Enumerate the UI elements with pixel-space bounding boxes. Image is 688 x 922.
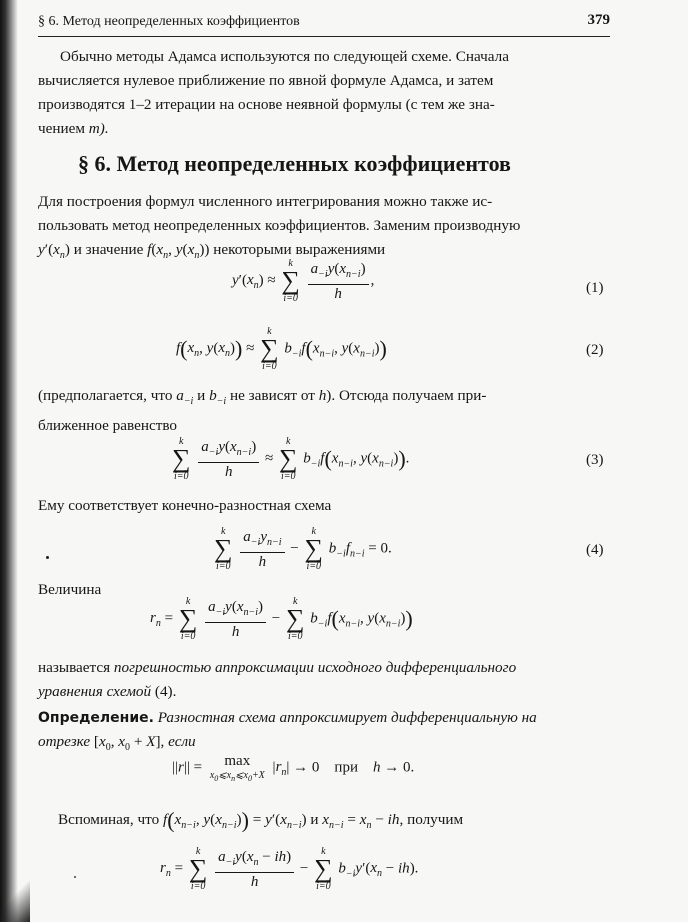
intro-paragraph xyxy=(38,45,610,141)
equation-2: $f(x_n$, $y(x_n)$) ≈ k ∑ i=0 $b_{-i}f(x_{n-i}$, $y(x_{n-i})$) xyxy=(176,326,387,372)
page-binding-shadow xyxy=(0,0,18,922)
paragraph-6: Вспоминая, что $f(x_{n-i}$, $y(x_{n-i})) = y'(x_{n-i})$ и $x_{n-i} = x_n$ − ih, получим xyxy=(58,807,464,833)
definition-line-1: Определение. Разностная схема аппроксимирует дифференциальную на xyxy=(38,709,537,726)
equation-final: $r_n$ = k ∑ i=0 $\frac{a_{-i}y(x_n - ih)}{h}$ − k ∑ i=0 $b_{-i}y'(x_n - ih)$. xyxy=(160,846,419,892)
equation-2-number: (2) xyxy=(586,342,604,358)
page-number: 379 xyxy=(587,12,610,28)
equation-residual: $r_n$ = k ∑ i=0 $\frac{a_{-i}y(x_{n-i})}{h}$ − k ∑ i=0 $b_{-i}f(x_{n-i}$, $y(x_{n-i})$) xyxy=(150,596,413,642)
para2-line-1: (предполагается, что $a_{-i}$ и $b_{-i}$ не зависят от h). Отсюда получаем при- xyxy=(38,387,487,408)
intro-line-2: вычисляется нулевое приближение по явной формуле Адамса, и затем xyxy=(38,72,494,89)
definition-label: Определение. xyxy=(38,710,154,726)
intro-line-4: чением m). xyxy=(38,120,109,137)
paragraph-3: Ему соответствует конечно-разностная схема xyxy=(38,497,332,514)
para1-line-2: пользовать метод неопределенных коэффициентов. Заменим производную xyxy=(38,217,521,234)
intro-line-3: производятся 1–2 итерации на основе неявной формулы (с тем же зна- xyxy=(38,96,495,113)
running-header-title: § 6. Метод неопределенных коэффициентов xyxy=(38,14,300,29)
para5-line-2: уравнения схемой (4). xyxy=(38,683,177,700)
paragraph-4: Величина xyxy=(38,581,102,598)
para2-line-2: ближенное равенство xyxy=(38,417,177,435)
intro-line-1: Обычно методы Адамса используются по следующей схеме. Сначала xyxy=(60,48,509,65)
paragraph-2 xyxy=(38,384,610,438)
para5-line-1: называется погрешностью аппроксимации исходного дифференциального xyxy=(38,659,517,676)
para1-line-1: Для построения формул численного интегрирования можно также ис- xyxy=(38,193,493,210)
equation-4-number: (4) xyxy=(586,542,604,558)
stray-dot xyxy=(46,556,49,559)
equation-1-number: (1) xyxy=(586,280,604,296)
equation-norm: ||r|| = max $x_0⩽x_n⩽x_0+X$ $|r_n| \to 0$ при h → 0. xyxy=(172,753,415,783)
equation-4: k ∑ i=0 $\frac{a_{-i}y_{n-i}}{h}$ − k ∑ i=0 $b_{-i}f_{n-i} = 0$. xyxy=(214,526,392,572)
running-header xyxy=(38,12,610,37)
equation-3: k ∑ i=0 $\frac{a_{-i}y(x_{n-i})}{h}$ ≈ k ∑ i=0 $b_{-i}f(x_{n-i}$, $y(x_{n-i})$). xyxy=(172,436,410,482)
paragraph-1 xyxy=(38,190,610,268)
para1-line-3: $y'(x_n)$ и значение $f(x_n$, $y(x_n)$) некоторыми выражениями xyxy=(38,241,386,262)
equation-3-number: (3) xyxy=(586,452,604,468)
section-title: § 6. Метод неопределенных коэффициентов xyxy=(78,151,511,176)
equation-1: $y'(x_n)$ ≈ k ∑ i=0 $\frac{a_{-i}y(x_{n-i})}{h}$ , xyxy=(232,258,375,304)
stray-dot-2 xyxy=(74,876,76,878)
definition-line-2: отрезке [$x_0$, $x_0 + X$], если xyxy=(38,733,196,754)
paragraph-5 xyxy=(38,656,610,704)
corner-shadow-bottom xyxy=(0,880,30,922)
